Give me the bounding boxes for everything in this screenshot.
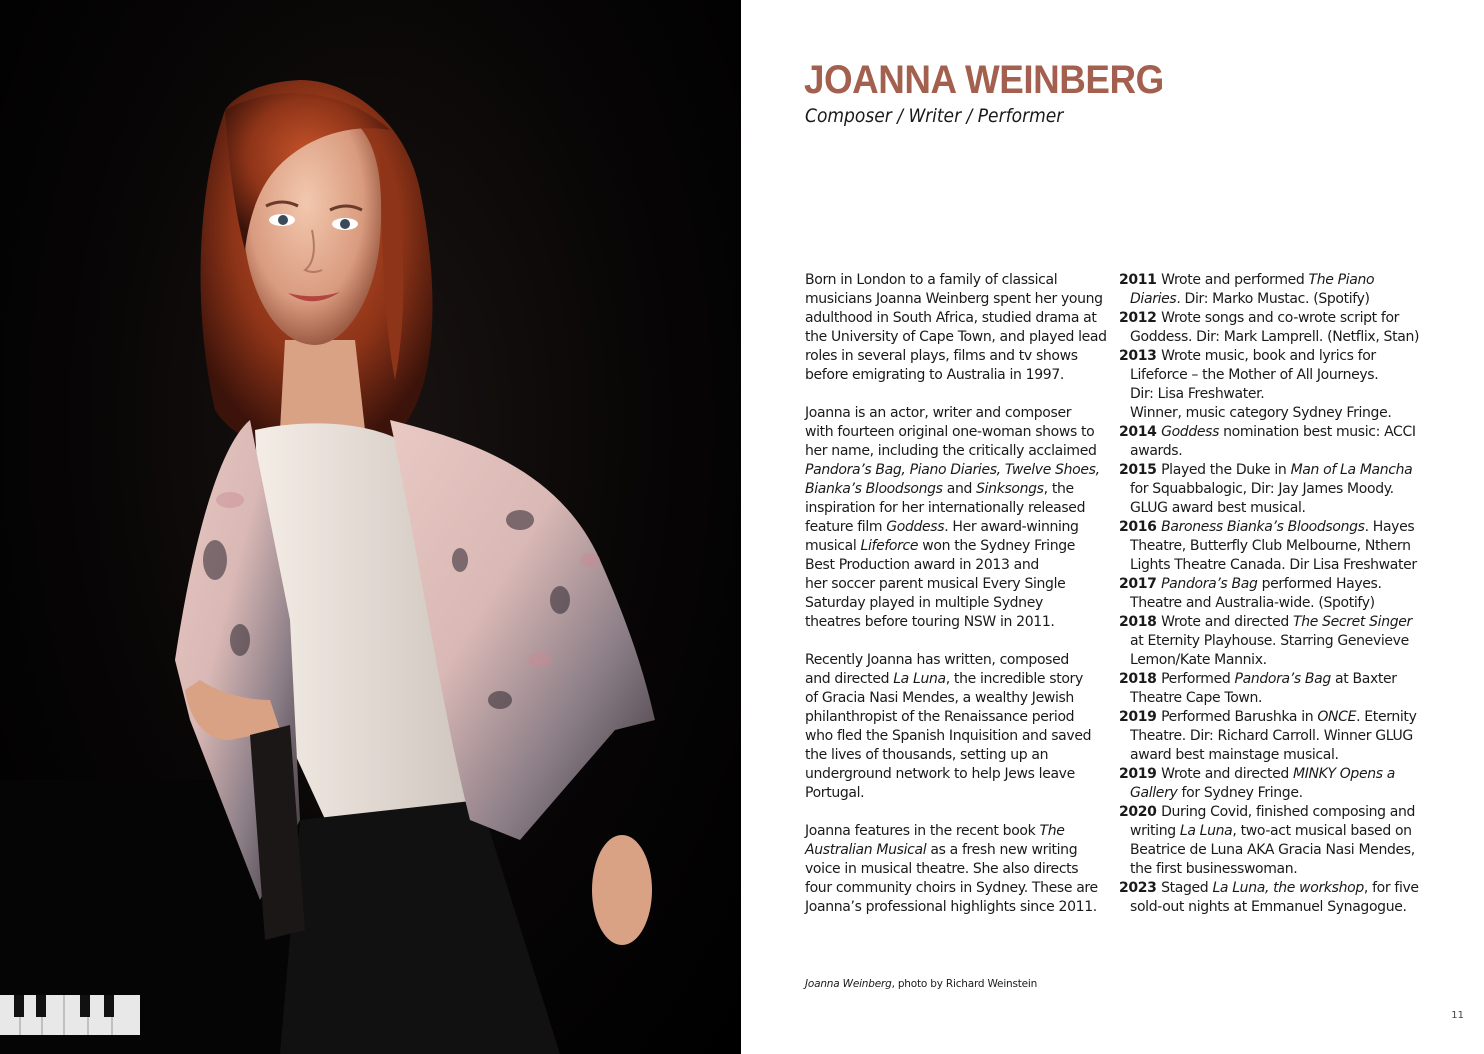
highlights-column bbox=[1119, 271, 1419, 917]
bio-line: Best Production award in 2013 and bbox=[805, 557, 1039, 573]
bio-line: feature film Goddess. Her award-winning bbox=[805, 519, 1079, 535]
highlight-line: Theatre Cape Town. bbox=[1130, 690, 1263, 706]
highlight-year: 2014 bbox=[1119, 424, 1162, 440]
page-number: 11 bbox=[1451, 1010, 1464, 1021]
highlight-line: awards. bbox=[1130, 443, 1183, 459]
role-subtitle: Composer / Writer / Performer bbox=[805, 105, 1064, 127]
bio-line: before emigrating to Australia in 1997. bbox=[805, 367, 1064, 383]
bio-line: roles in several plays, films and tv shows bbox=[805, 348, 1078, 364]
bio-line: Recently Joanna has written, composed bbox=[805, 652, 1069, 668]
highlight-year: 2019 bbox=[1119, 766, 1162, 782]
highlight-line: Winner, music category Sydney Fringe. bbox=[1130, 405, 1392, 421]
bio-line: voice in musical theatre. She also directs bbox=[805, 861, 1079, 877]
highlight-line: 2017 Pandora’s Bag performed Hayes. bbox=[1119, 576, 1382, 592]
bio-line: who fled the Spanish Inquisition and saved bbox=[805, 728, 1092, 744]
highlight-entry bbox=[1119, 803, 1419, 879]
portrait-illustration bbox=[0, 0, 741, 1054]
portrait-photo bbox=[0, 0, 741, 1054]
highlight-line: 2011 Wrote and performed The Piano bbox=[1119, 272, 1375, 288]
caption-credit: , photo by Richard Weinstein bbox=[891, 978, 1038, 990]
highlight-line: award best mainstage musical. bbox=[1130, 747, 1339, 763]
bio-line: inspiration for her internationally released bbox=[805, 500, 1086, 516]
bio-paragraph bbox=[805, 651, 1115, 803]
highlight-year: 2011 bbox=[1119, 272, 1162, 288]
highlight-line: writing La Luna, two-act musical based on bbox=[1130, 823, 1412, 839]
bio-line: philanthropist of the Renaissance period bbox=[805, 709, 1075, 725]
bio-line: and directed La Luna, the incredible story bbox=[805, 671, 1083, 687]
bio-line: her name, including the critically acclaimed bbox=[805, 443, 1097, 459]
highlight-line: Diaries. Dir: Marko Mustac. (Spotify) bbox=[1130, 291, 1370, 307]
highlight-line: Lights Theatre Canada. Dir Lisa Freshwater bbox=[1130, 557, 1417, 573]
bio-line: Portugal. bbox=[805, 785, 865, 801]
bio-line: of Gracia Nasi Mendes, a wealthy Jewish bbox=[805, 690, 1074, 706]
highlight-line: Lifeforce – the Mother of All Journeys. bbox=[1130, 367, 1379, 383]
bio-line: Saturday played in multiple Sydney bbox=[805, 595, 1043, 611]
highlight-line: 2015 Played the Duke in Man of La Mancha bbox=[1119, 462, 1413, 478]
bio-line: musicians Joanna Weinberg spent her young bbox=[805, 291, 1103, 307]
highlight-line: 2018 Performed Pandora’s Bag at Baxter bbox=[1119, 671, 1397, 687]
highlight-entry bbox=[1119, 518, 1419, 575]
bio-line: with fourteen original one-woman shows to bbox=[805, 424, 1095, 440]
highlight-entry bbox=[1119, 879, 1419, 917]
bio-line: Joanna is an actor, writer and composer bbox=[805, 405, 1072, 421]
highlight-line: Gallery for Sydney Fringe. bbox=[1130, 785, 1303, 801]
bio-line: the lives of thousands, setting up an bbox=[805, 747, 1049, 763]
highlight-line: 2013 Wrote music, book and lyrics for bbox=[1119, 348, 1376, 364]
bio-line: Joanna’s professional highlights since 2011. bbox=[805, 899, 1097, 915]
highlight-year: 2020 bbox=[1119, 804, 1162, 820]
highlight-year: 2016 bbox=[1119, 519, 1162, 535]
highlight-line: the first businesswoman. bbox=[1130, 861, 1298, 877]
highlight-entry bbox=[1119, 309, 1419, 347]
bio-line: Bianka’s Bloodsongs and Sinksongs, the bbox=[805, 481, 1074, 497]
highlight-line: 2019 Wrote and directed MINKY Opens a bbox=[1119, 766, 1396, 782]
highlight-entry bbox=[1119, 765, 1419, 803]
bio-paragraph bbox=[805, 822, 1115, 917]
highlight-line: 2014 Goddess nomination best music: ACCI bbox=[1119, 424, 1416, 440]
photo-caption bbox=[805, 978, 1037, 990]
biography-column bbox=[805, 271, 1115, 936]
highlight-entry bbox=[1119, 613, 1419, 670]
highlight-entry bbox=[1119, 708, 1419, 765]
highlight-line: Beatrice de Luna AKA Gracia Nasi Mendes, bbox=[1130, 842, 1415, 858]
highlight-entry bbox=[1119, 271, 1419, 309]
bio-paragraph bbox=[805, 404, 1115, 632]
highlight-year: 2023 bbox=[1119, 880, 1162, 896]
highlight-year: 2013 bbox=[1119, 348, 1162, 364]
highlight-entry bbox=[1119, 575, 1419, 613]
bio-line: musical Lifeforce won the Sydney Fringe bbox=[805, 538, 1076, 554]
highlight-line: 2019 Performed Barushka in ONCE. Eternity bbox=[1119, 709, 1417, 725]
highlight-line: at Eternity Playhouse. Starring Genevieve bbox=[1130, 633, 1409, 649]
bio-line: Pandora’s Bag, Piano Diaries, Twelve Shoes, bbox=[805, 462, 1100, 478]
highlight-line: GLUG award best musical. bbox=[1130, 500, 1306, 516]
highlight-line: Goddess. Dir: Mark Lamprell. (Netflix, Stan) bbox=[1130, 329, 1420, 345]
highlight-line: 2020 During Covid, finished composing and bbox=[1119, 804, 1416, 820]
highlight-entry bbox=[1119, 423, 1419, 461]
bio-line: Born in London to a family of classical bbox=[805, 272, 1058, 288]
bio-line: Australian Musical as a fresh new writing bbox=[805, 842, 1078, 858]
highlight-entry bbox=[1119, 670, 1419, 708]
bio-line: Joanna features in the recent book The bbox=[805, 823, 1065, 839]
highlight-line: Theatre and Australia-wide. (Spotify) bbox=[1130, 595, 1375, 611]
highlight-year: 2018 bbox=[1119, 671, 1162, 687]
highlight-line: Theatre, Butterfly Club Melbourne, Nthern bbox=[1130, 538, 1411, 554]
highlight-entry bbox=[1119, 347, 1419, 423]
bio-line: adulthood in South Africa, studied drama at bbox=[805, 310, 1097, 326]
text-page bbox=[741, 0, 1484, 1054]
highlight-line: sold-out nights at Emmanuel Synagogue. bbox=[1130, 899, 1407, 915]
highlight-line: Theatre. Dir: Richard Carroll. Winner GLUG bbox=[1130, 728, 1413, 744]
highlight-year: 2018 bbox=[1119, 614, 1162, 630]
bio-line: theatres before touring NSW in 2011. bbox=[805, 614, 1055, 630]
highlight-line: 2018 Wrote and directed The Secret Singer bbox=[1119, 614, 1412, 630]
bio-line: underground network to help Jews leave bbox=[805, 766, 1075, 782]
bio-paragraph bbox=[805, 271, 1115, 385]
highlight-line: 2016 Baroness Bianka’s Bloodsongs. Hayes bbox=[1119, 519, 1415, 535]
highlight-year: 2015 bbox=[1119, 462, 1162, 478]
highlight-line: 2023 Staged La Luna, the workshop, for five bbox=[1119, 880, 1419, 896]
highlight-year: 2012 bbox=[1119, 310, 1162, 326]
bio-line: the University of Cape Town, and played lead bbox=[805, 329, 1107, 345]
bio-line: her soccer parent musical Every Single bbox=[805, 576, 1066, 592]
highlight-line: Lemon/Kate Mannix. bbox=[1130, 652, 1267, 668]
highlight-line: 2012 Wrote songs and co-wrote script for bbox=[1119, 310, 1400, 326]
highlight-year: 2017 bbox=[1119, 576, 1162, 592]
caption-name: Joanna Weinberg bbox=[805, 978, 892, 990]
page-title: JOANNA WEINBERG bbox=[804, 58, 1164, 102]
highlight-year: 2019 bbox=[1119, 709, 1162, 725]
highlight-entry bbox=[1119, 461, 1419, 518]
highlight-line: Dir: Lisa Freshwater. bbox=[1130, 386, 1265, 402]
highlight-line: for Squabbalogic, Dir: Jay James Moody. bbox=[1130, 481, 1394, 497]
bio-line: four community choirs in Sydney. These are bbox=[805, 880, 1098, 896]
